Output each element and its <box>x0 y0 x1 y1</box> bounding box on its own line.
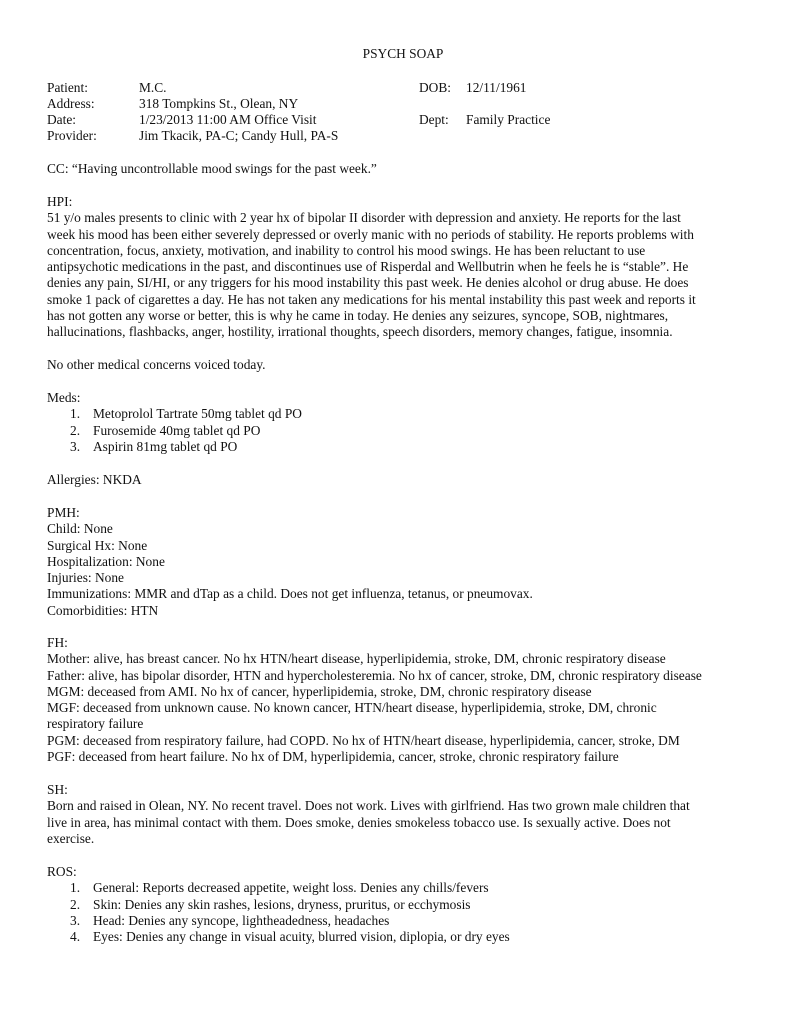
ros-item <box>47 897 759 913</box>
hpi-section <box>47 194 759 341</box>
header-row-patient <box>47 80 759 97</box>
address-value: 318 Tompkins St., Olean, NY <box>139 96 299 111</box>
ros-section <box>47 864 759 945</box>
fh-line: PGF: deceased from heart failure. No hx of DM, hyperlipidemia, cancer, stroke, chronic respiratory failure <box>47 749 619 765</box>
med-text: Metoprolol Tartrate 50mg tablet qd PO <box>93 406 302 422</box>
med-item <box>47 406 759 422</box>
hpi-line: has not gotten any worse or better, this is why he came in today. He denies any seizures, syncope, SOB, nightmares, <box>47 308 669 324</box>
chief-complaint: CC: “Having uncontrollable mood swings for the past week.” <box>47 161 377 176</box>
fh-line: PGM: deceased from respiratory failure, had COPD. No hx of HTN/heart disease, hyperlipidemia, cancer, stroke, DM <box>47 732 680 748</box>
hpi-line: 51 y/o males presents to clinic with 2 year hx of bipolar II disorder with depression and anxiety. He reports for the last <box>47 210 681 226</box>
ros-heading: ROS: <box>47 864 77 879</box>
pmh-line: Hospitalization: None <box>47 553 165 569</box>
header-row-date <box>47 112 759 129</box>
ros-text: Skin: Denies any skin rashes, lesions, dryness, pruritus, or ecchymosis <box>93 896 471 912</box>
fh-line: MGF: deceased from unknown cause. No known cancer, HTN/heart disease, hyperlipidemia, stroke, DM, chronic <box>47 700 657 716</box>
fh-section <box>47 635 759 765</box>
meds-section <box>47 390 759 455</box>
hpi-line: antipsychotic medications in the past, and discontinues use of Risperdal and Wellbutrin when he feels he is “stable”. He <box>47 259 689 275</box>
fh-line: Mother: alive, has breast cancer. No hx HTN/heart disease, hyperlipidemia, stroke, DM, chronic respiratory disease <box>47 651 666 667</box>
ros-text: Head: Denies any syncope, lightheadedness, headaches <box>93 912 390 928</box>
list-number: 4. <box>70 929 81 945</box>
med-text: Aspirin 81mg tablet qd PO <box>93 438 238 454</box>
date-label: Date: <box>47 112 76 127</box>
meds-list <box>47 406 759 455</box>
ros-text: General: Reports decreased appetite, weight loss. Denies any chills/fevers <box>93 880 489 896</box>
dob-label: DOB: <box>419 80 451 95</box>
provider-value: Jim Tkacik, PA-C; Candy Hull, PA-S <box>139 128 339 143</box>
meds-heading: Meds: <box>47 390 81 405</box>
sh-line: Born and raised in Olean, NY. No recent travel. Does not work. Lives with girlfriend. Has two grown male children that <box>47 798 690 814</box>
dept-label: Dept: <box>419 112 449 127</box>
pmh-line: Injuries: None <box>47 570 124 586</box>
ros-item <box>47 880 759 896</box>
dob-value: 12/11/1961 <box>466 80 527 95</box>
list-number: 2. <box>70 896 81 912</box>
pmh-line: Surgical Hx: None <box>47 537 148 553</box>
address-label: Address: <box>47 96 95 111</box>
fh-line: respiratory failure <box>47 716 144 732</box>
list-number: 1. <box>70 406 81 422</box>
ros-item <box>47 929 759 945</box>
other-concerns: No other medical concerns voiced today. <box>47 357 266 372</box>
pmh-line: Comorbidities: HTN <box>47 602 159 618</box>
hpi-line: smoke 1 pack of cigarettes a day. He has not taken any medications for his mental instability this past week and reports it <box>47 291 696 307</box>
sh-heading: SH: <box>47 782 68 797</box>
pmh-line: Immunizations: MMR and dTap as a child. Does not get influenza, tetanus, or pneumovax. <box>47 586 533 602</box>
list-number: 3. <box>70 912 81 928</box>
pmh-heading: PMH: <box>47 505 80 520</box>
ros-text: Eyes: Denies any change in visual acuity, blurred vision, diplopia, or dry eyes <box>93 929 510 945</box>
sh-section <box>47 782 759 847</box>
sh-line: live in area, has minimal contact with them. Does smoke, denies smokeless tobacco use. Is sexually active. Does not <box>47 814 671 830</box>
hpi-heading: HPI: <box>47 194 73 209</box>
fh-heading: FH: <box>47 635 68 650</box>
sh-line: exercise. <box>47 830 95 846</box>
med-item <box>47 439 759 455</box>
header-row-provider <box>47 128 759 145</box>
list-number: 1. <box>70 880 81 896</box>
patient-label: Patient: <box>47 80 88 95</box>
allergies: Allergies: NKDA <box>47 472 142 487</box>
med-text: Furosemide 40mg tablet qd PO <box>93 422 261 438</box>
pmh-line: Child: None <box>47 521 113 537</box>
ros-list <box>47 880 759 945</box>
provider-label: Provider: <box>47 128 97 143</box>
fh-line: Father: alive, has bipolar disorder, HTN and hypercholesteremia. No hx of cancer, stroke, DM, chronic respiratory disease <box>47 667 702 683</box>
hpi-line: denies any pain, SI/HI, or any triggers for his mood instability this past week. He denies alcohol or drug abuse. He does <box>47 275 689 291</box>
fh-line: MGM: deceased from AMI. No hx of cancer, hyperlipidemia, stroke, DM, chronic respiratory disease <box>47 683 592 699</box>
header-row-address <box>47 96 759 113</box>
hpi-line: concentration, focus, anxiety, motivation, and inability to control his mood swings. He has been reluctant to use <box>47 242 646 258</box>
date-value: 1/23/2013 11:00 AM Office Visit <box>139 112 317 127</box>
pmh-section <box>47 505 759 619</box>
list-number: 3. <box>70 438 81 454</box>
hpi-line: week his mood has been either severely depressed or overly manic with no periods of stability. He reports problems with <box>47 226 694 242</box>
patient-value: M.C. <box>139 80 167 95</box>
list-number: 2. <box>70 422 81 438</box>
document-title: PSYCH SOAP <box>362 46 444 61</box>
hpi-line: hallucinations, flashbacks, anger, hostility, irrational thoughts, speech disorders, memory changes, fatigue, insomnia. <box>47 324 673 340</box>
ros-item <box>47 913 759 929</box>
dept-value: Family Practice <box>466 112 551 127</box>
med-item <box>47 423 759 439</box>
